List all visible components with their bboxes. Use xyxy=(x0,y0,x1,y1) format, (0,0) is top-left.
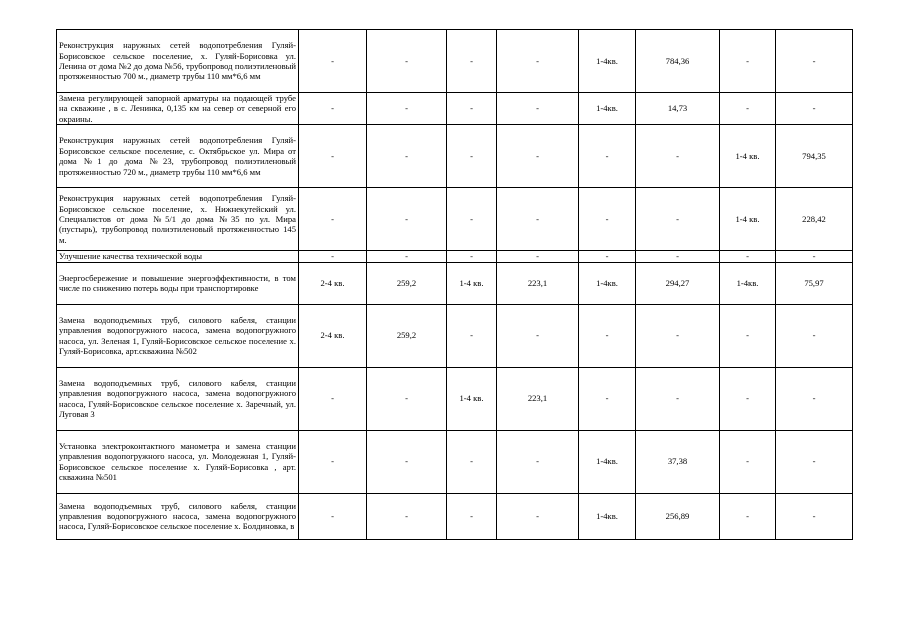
row-value-cell: - xyxy=(776,304,853,367)
row-value-cell: - xyxy=(367,30,447,93)
row-value-cell: 1-4 кв. xyxy=(720,125,776,188)
row-value-cell: 256,89 xyxy=(636,493,720,539)
row-value-cell: - xyxy=(636,125,720,188)
row-value-cell: - xyxy=(579,125,636,188)
row-value-cell: - xyxy=(720,367,776,430)
row-value-cell: - xyxy=(367,93,447,125)
row-value-cell: - xyxy=(720,430,776,493)
row-value-cell: - xyxy=(447,125,497,188)
row-value-cell: - xyxy=(299,30,367,93)
row-value-cell: - xyxy=(447,430,497,493)
row-value-cell: - xyxy=(497,93,579,125)
row-value-cell: 223,1 xyxy=(497,367,579,430)
row-value-cell: 2-4 кв. xyxy=(299,304,367,367)
row-value-cell: 1-4кв. xyxy=(579,93,636,125)
row-description-cell: Установка электроконтактного манометра и замена станции управления водопогружного насоса, ул. Молодежная 1, Гуляй-Борисовское сельское поселение х. Гуляй-Борисовка , арт. скважина №501 xyxy=(57,430,299,493)
table-row xyxy=(57,30,853,93)
row-value-cell: - xyxy=(776,93,853,125)
row-value-cell: 37,38 xyxy=(636,430,720,493)
row-value-cell: - xyxy=(447,188,497,251)
row-value-cell: 294,27 xyxy=(636,262,720,304)
row-value-cell: - xyxy=(776,30,853,93)
row-value-cell: 228,42 xyxy=(776,188,853,251)
row-value-cell: - xyxy=(447,251,497,262)
row-value-cell: - xyxy=(367,493,447,539)
row-value-cell: - xyxy=(497,30,579,93)
row-value-cell: - xyxy=(579,251,636,262)
row-value-cell: - xyxy=(579,367,636,430)
row-value-cell: - xyxy=(299,367,367,430)
table-row xyxy=(57,188,853,251)
row-value-cell: - xyxy=(720,93,776,125)
row-value-cell: - xyxy=(720,30,776,93)
row-value-cell: - xyxy=(299,493,367,539)
row-description-cell: Замена водоподъемных труб, силового кабеля, станции управления водопогружного насоса, замена водопогружного насоса, Гуляй-Борисовское сельское поселение х. Заречный, ул. Луговая 3 xyxy=(57,367,299,430)
row-value-cell: 1-4кв. xyxy=(579,430,636,493)
row-value-cell: - xyxy=(776,251,853,262)
row-value-cell: - xyxy=(497,430,579,493)
table-row xyxy=(57,251,853,262)
row-value-cell: 794,35 xyxy=(776,125,853,188)
row-value-cell: 14,73 xyxy=(636,93,720,125)
row-description-cell: Замена водоподъемных труб, силового кабеля, станции управления водопогружного насоса, замена водопогружного насоса, ул. Зеленая 1, Гуляй-Борисовское сельское поселение х. Гуляй-Борисовка, арт.скважина №502 xyxy=(57,304,299,367)
row-value-cell: 259,2 xyxy=(367,304,447,367)
row-value-cell: - xyxy=(497,125,579,188)
table-row xyxy=(57,367,853,430)
row-value-cell: - xyxy=(447,493,497,539)
row-value-cell: 75,97 xyxy=(776,262,853,304)
row-value-cell: - xyxy=(636,304,720,367)
row-value-cell: - xyxy=(299,430,367,493)
row-value-cell: - xyxy=(367,188,447,251)
row-value-cell: - xyxy=(367,430,447,493)
row-value-cell: - xyxy=(497,188,579,251)
row-description-cell: Энергосбережение и повышение энергоэффективности, в том числе по снижению потерь воды при транспортировке xyxy=(57,262,299,304)
row-value-cell: - xyxy=(367,125,447,188)
row-value-cell: - xyxy=(776,493,853,539)
table-body xyxy=(57,30,853,540)
row-value-cell: - xyxy=(299,251,367,262)
table-row xyxy=(57,430,853,493)
row-value-cell: 784,36 xyxy=(636,30,720,93)
table-row xyxy=(57,125,853,188)
row-value-cell: 259,2 xyxy=(367,262,447,304)
table-row xyxy=(57,493,853,539)
row-value-cell: - xyxy=(579,188,636,251)
investment-program-table xyxy=(56,29,853,540)
row-value-cell: - xyxy=(497,304,579,367)
row-value-cell: - xyxy=(636,251,720,262)
row-value-cell: - xyxy=(776,430,853,493)
row-value-cell: 2-4 кв. xyxy=(299,262,367,304)
row-value-cell: 223,1 xyxy=(497,262,579,304)
row-description-cell: Реконструкция наружных сетей водопотребления Гуляй-Борисовское сельское поселение, с. Октябрьское ул. Мира от дома №1 до дома №23, трубопровод полиэтиленовый протяженностью 720 м., диаметр трубы 110 мм*6,6 мм xyxy=(57,125,299,188)
row-description-cell: Улучшение качества технической воды xyxy=(57,251,299,262)
table-row xyxy=(57,304,853,367)
row-value-cell: - xyxy=(636,367,720,430)
row-value-cell: - xyxy=(367,367,447,430)
row-value-cell: - xyxy=(299,93,367,125)
row-value-cell: - xyxy=(299,188,367,251)
row-value-cell: 1-4кв. xyxy=(579,262,636,304)
row-description-cell: Реконструкция наружных сетей водопотребления Гуляй-Борисовское сельское поселение, х. Нижнекутейский ул. Специалистов от дома №5/1 до дома №35 по ул. Мира (пустырь), трубопровод полиэтиленовый протяженностью 145 м. xyxy=(57,188,299,251)
row-value-cell: 1-4кв. xyxy=(720,262,776,304)
row-value-cell: 1-4кв. xyxy=(579,493,636,539)
row-value-cell: - xyxy=(447,304,497,367)
row-value-cell: - xyxy=(636,188,720,251)
row-value-cell: - xyxy=(447,93,497,125)
row-value-cell: - xyxy=(447,30,497,93)
table-row xyxy=(57,262,853,304)
row-value-cell: - xyxy=(720,251,776,262)
table-row xyxy=(57,93,853,125)
row-description-cell: Реконструкция наружных сетей водопотребления Гуляй-Борисовское сельское поселение, х. Гуляй-Борисовка ул. Ленина от дома №2 до дома №56, трубопровод полиэтиленовый протяженностью 700 м., диаметр трубы 110 мм*6,6 мм xyxy=(57,30,299,93)
row-value-cell: 1-4кв. xyxy=(579,30,636,93)
row-value-cell: - xyxy=(497,493,579,539)
row-value-cell: - xyxy=(720,304,776,367)
row-description-cell: Замена водоподъемных труб, силового кабеля, станции управления водопогружного насоса, замена водопогружного насоса, Гуляй-Борисовское сельское поселение х. Болдиновка, в xyxy=(57,493,299,539)
row-value-cell: 1-4 кв. xyxy=(720,188,776,251)
row-value-cell: 1-4 кв. xyxy=(447,367,497,430)
row-value-cell: 1-4 кв. xyxy=(447,262,497,304)
row-value-cell: - xyxy=(367,251,447,262)
row-value-cell: - xyxy=(579,304,636,367)
row-description-cell: Замена регулирующей запорной арматуры на подающей трубе на скважине , в с. Ленинка, 0,135 км на север от северной его окраины. xyxy=(57,93,299,125)
row-value-cell: - xyxy=(720,493,776,539)
row-value-cell: - xyxy=(497,251,579,262)
row-value-cell: - xyxy=(299,125,367,188)
row-value-cell: - xyxy=(776,367,853,430)
